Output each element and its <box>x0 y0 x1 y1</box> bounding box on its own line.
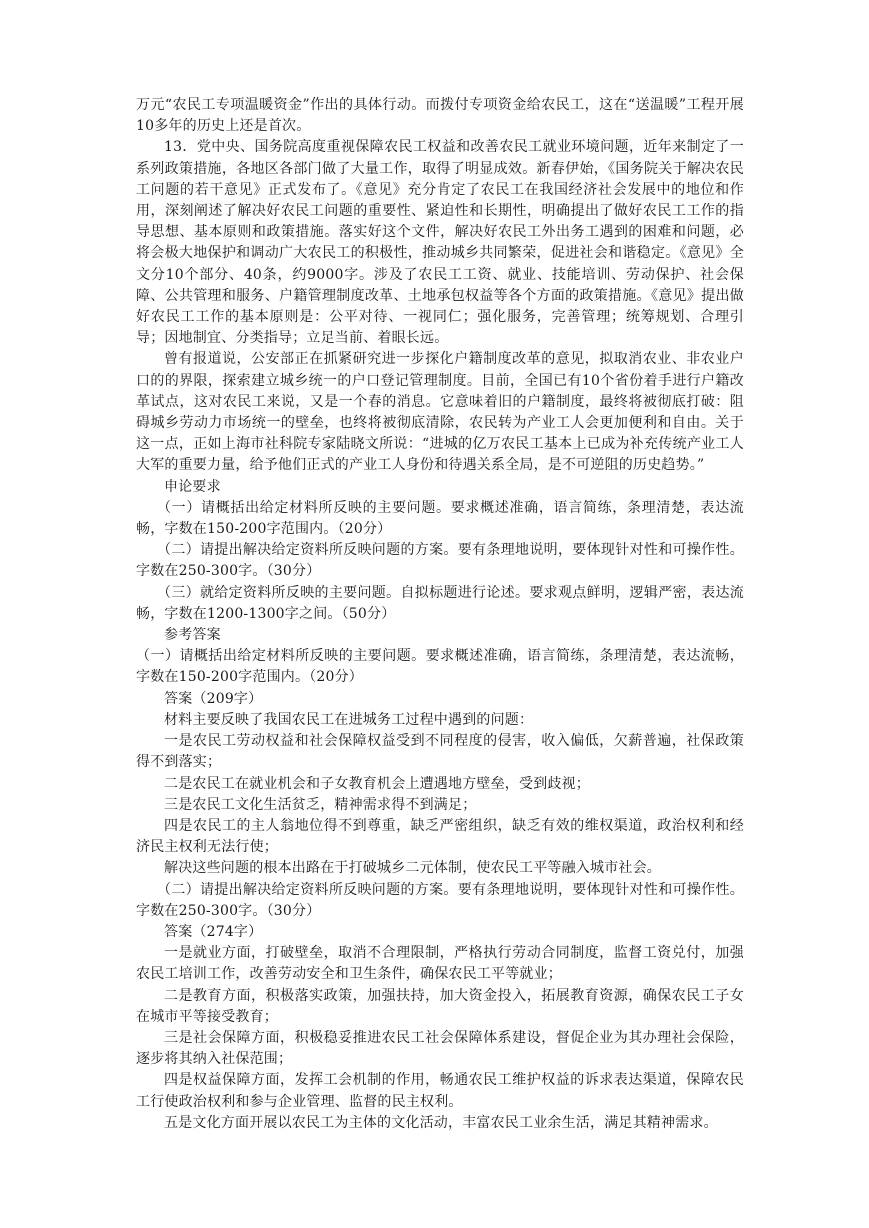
answer-heading: 答案（274字） <box>164 923 263 940</box>
question-item: （一）请概括出给定材料所反映的主要问题。要求概述准确，语言简练，条理清楚，表达流畅，字数在150-200字范围内。（20分） <box>136 499 744 538</box>
section-heading: 参考答案 <box>164 627 221 644</box>
answer-point: 三是农民工文化生活贫乏，精神需求得不到满足； <box>164 796 477 813</box>
answer-point: 一是就业方面，打破壁垒，取消不合理限制，严格执行劳动合同制度，监督工资兑付，加强农民工培训工作，改善劳动安全和卫生条件，确保农民工平等就业； <box>136 945 744 983</box>
section-heading: 申论要求 <box>164 478 221 495</box>
answer-heading: 答案（209字） <box>164 690 263 707</box>
question-item: （三）就给定资料所反映的主要问题。自拟标题进行论述。要求观点鲜明，逻辑严密，表达流畅，字数在1200-1300字之间。（50分） <box>136 584 744 622</box>
answer-point: 五是文化方面开展以农民工为主体的文化活动，丰富农民工业余生活，满足其精神需求。 <box>164 1114 718 1131</box>
paragraph: 材料主要反映了我国农民工在进城务工过程中遇到的问题： <box>164 711 534 728</box>
answer-point: 一是农民工劳动权益和社会保障权益受到不同程度的侵害，收入偏低，欠薪普遍，社保政策得不到落实； <box>136 733 744 771</box>
paragraph: 解决这些问题的根本出路在于打破城乡二元体制，使农民工平等融入城市社会。 <box>164 860 661 877</box>
answer-point: 二是教育方面，积极落实政策，加强扶持，加大资金投入，拓展教育资源，确保农民工子女在城市平等接受教育； <box>136 987 744 1025</box>
question-item: （二）请提出解决给定资料所反映问题的方案。要有条理地说明，要体现针对性和可操作性。字数在250-300字。（30分） <box>136 542 744 580</box>
question-item: （一）请概括出给定材料所反映的主要问题。要求概述准确，语言简练，条理清楚，表达流畅，字数在150-200字范围内。（20分） <box>136 648 744 686</box>
answer-point: 四是农民工的主人翁地位得不到尊重，缺乏严密组织，缺乏有效的维权渠道，政治权利和经济民主权利无法行使； <box>136 817 744 856</box>
document-body <box>136 95 744 1134</box>
paragraph: 曾有报道说，公安部正在抓紧研究进一步探化户籍制度改革的意见，拟取消农业、非农业户口的的界限，探索建立城乡统一的户口登记管理制度。目前，全国已有10个省份着手进行户籍改革试点，这对农民工来说，又是一个春的消息。它意味着旧的户籍制度，最终将被彻底打破：阻碍城乡劳动力市场统一的壁垒，也终将被彻底清除，农民转为产业工人会更加便利和自由。关于这一点，正如上海市社科院专家陆晓文所说：“进城的亿万农民工基本上已成为补充传统产业工人大军的重要力量，给予他们正式的产业工人身份和待遇关系全局，是不可逆阻的历史趋势。” <box>136 351 744 474</box>
answer-point: 三是社会保障方面，积极稳妥推进农民工社会保障体系建设，督促企业为其办理社会保险，逐步将其纳入社保范围； <box>136 1029 744 1068</box>
question-item: （二）请提出解决给定资料所反映问题的方案。要有条理地说明，要体现针对性和可操作性。字数在250-300字。（30分） <box>136 881 744 919</box>
answer-point: 二是农民工在就业机会和子女教育机会上遭遇地方壁垒，受到歧视； <box>164 775 590 792</box>
paragraph: 万元“农民工专项温暖资金”作出的具体行动。而拨付专项资金给农民工，这在“送温暖”工程开展10多年的历史上还是首次。 <box>136 97 744 135</box>
answer-point: 四是权益保障方面，发挥工会机制的作用，畅通农民工维护权益的诉求表达渠道，保障农民工行使政治权利和参与企业管理、监督的民主权利。 <box>136 1072 744 1110</box>
paragraph: 13．党中央、国务院高度重视保障农民工权益和改善农民工就业环境问题，近年来制定了一系列政策措施，各地区各部门做了大量工作，取得了明显成效。新春伊始，《国务院关于解决农民工问题的若干意见》正式发布了。《意见》充分肯定了农民工在我国经济社会发展中的地位和作用，深刻阐述了解决好农民工问题的重要性、紧迫性和长期性，明确提出了做好农民工工作的指导思想、基本原则和政策措施。落实好这个文件，解决好农民工外出务工遇到的困难和问题，必将会极大地保护和调动广大农民工的积极性，推动城乡共同繁荣，促进社会和谐稳定。《意见》全文分10个部分、40条，约9000字。涉及了农民工工资、就业、技能培训、劳动保护、社会保障、公共管理和服务、户籍管理制度改革、土地承包权益等各个方面的政策措施。《意见》提出做好农民工工作的基本原则是：公平对待、一视同仁；强化服务，完善管理；统筹规划、合理引导；因地制宜、分类指导；立足当前、着眼长远。 <box>136 139 744 347</box>
